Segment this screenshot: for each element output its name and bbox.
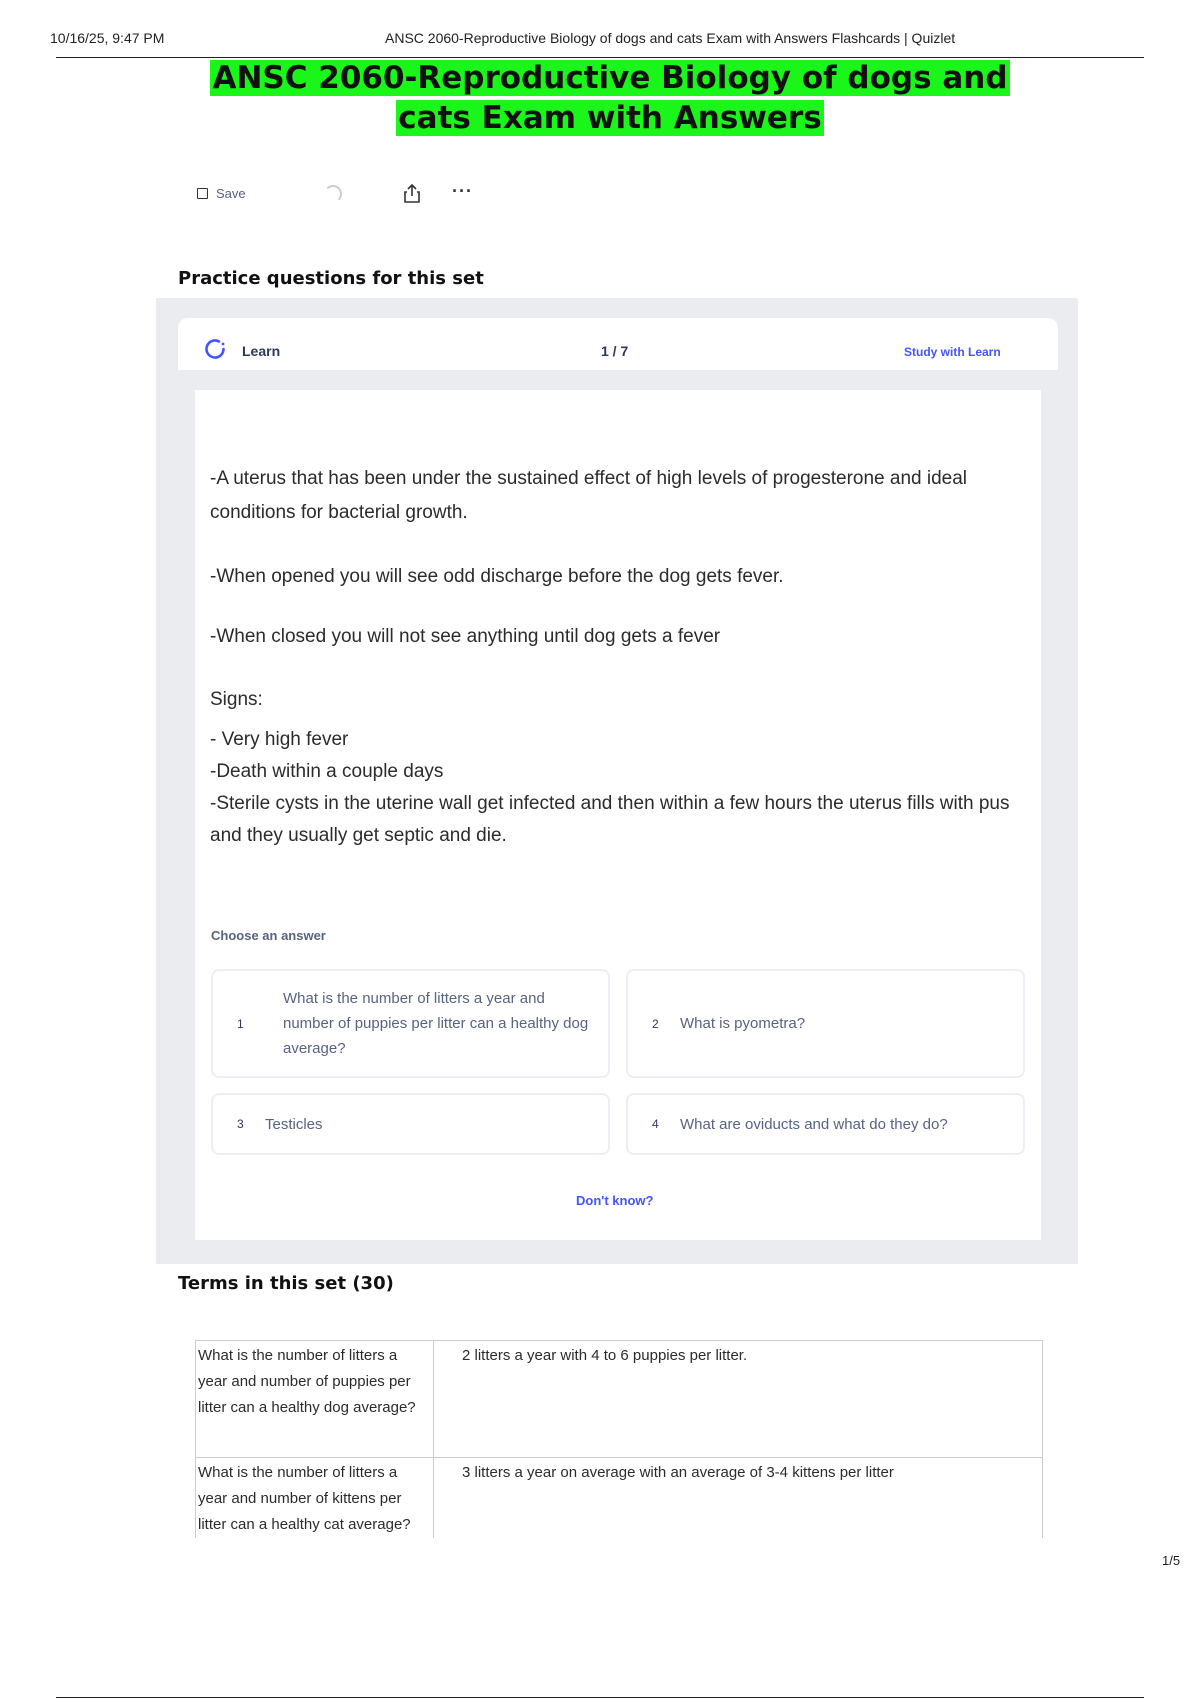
footer-divider bbox=[56, 1697, 1144, 1698]
option-text: What are oviducts and what do they do? bbox=[680, 1115, 948, 1133]
terms-heading: Terms in this set (30) bbox=[178, 1273, 394, 1294]
more-options-button[interactable]: ··· bbox=[452, 181, 473, 201]
loading-spinner-icon bbox=[324, 185, 342, 203]
terms-table bbox=[195, 1340, 1043, 1538]
option-number: 2 bbox=[652, 1016, 659, 1031]
sign-item: -Death within a couple days bbox=[210, 761, 444, 782]
print-date: 10/16/25, 9:47 PM bbox=[50, 30, 165, 46]
term-row bbox=[196, 1341, 1042, 1458]
save-button[interactable] bbox=[197, 186, 246, 201]
prompt-paragraph: -When opened you will see odd discharge before the dog gets fever. bbox=[210, 566, 784, 587]
learn-icon bbox=[204, 338, 226, 360]
set-title-text: ANSC 2060-Reproductive Biology of dogs and cats Exam with Answers bbox=[212, 60, 1008, 136]
checkbox-icon bbox=[197, 188, 208, 199]
print-page-title: ANSC 2060-Reproductive Biology of dogs and cats Exam with Answers Flashcards | Quizlet bbox=[385, 30, 956, 46]
option-text: What is the number of litters a year and number of puppies per litter can a healthy dog average? bbox=[283, 990, 589, 1057]
prompt-paragraph: -A uterus that has been under the sustained effect of high levels of progesterone and ideal conditions for bacterial growth. bbox=[210, 468, 968, 523]
answer-option-4[interactable] bbox=[626, 1093, 1025, 1155]
question-progress: 1 / 7 bbox=[601, 343, 629, 359]
dont-know-button[interactable]: Don't know? bbox=[576, 1193, 654, 1208]
share-icon bbox=[403, 184, 421, 204]
practice-heading: Practice questions for this set bbox=[178, 268, 484, 289]
answer-option-1[interactable] bbox=[211, 969, 610, 1078]
term-definition: 3 litters a year on average with an average of 3-4 kittens per litter bbox=[462, 1464, 894, 1481]
option-number: 1 bbox=[237, 1016, 244, 1031]
option-text: What is pyometra? bbox=[680, 1015, 806, 1032]
study-with-learn-link[interactable]: Study with Learn bbox=[904, 345, 1001, 359]
prompt-paragraph: -When closed you will not see anything until dog gets a fever bbox=[210, 626, 721, 647]
option-text: Testicles bbox=[265, 1115, 323, 1133]
learn-label: Learn bbox=[242, 343, 281, 359]
signs-label: Signs: bbox=[210, 689, 263, 710]
sign-item: - Very high fever bbox=[210, 729, 349, 750]
answer-option-3[interactable] bbox=[211, 1093, 610, 1155]
sign-item: -Sterile cysts in the uterine wall get infected and then within a few hours the uterus fills with pus and they usually get septic and die. bbox=[210, 793, 1010, 846]
share-button[interactable] bbox=[403, 184, 421, 204]
term-definition: 2 litters a year with 4 to 6 puppies per litter. bbox=[462, 1347, 748, 1364]
answer-option-2[interactable] bbox=[626, 969, 1025, 1078]
save-label: Save bbox=[216, 186, 246, 201]
page-number: 1/5 bbox=[1162, 1553, 1181, 1568]
option-number: 3 bbox=[237, 1117, 244, 1131]
question-prompt bbox=[210, 462, 1010, 852]
term-row bbox=[196, 1458, 1042, 1538]
term-word: What is the number of litters a year and number of kittens per litter can a healthy cat average? bbox=[196, 1458, 434, 1538]
term-word: What is the number of litters a year and number of puppies per litter can a healthy dog average? bbox=[196, 1341, 434, 1457]
option-number: 4 bbox=[652, 1117, 659, 1131]
choose-answer-label: Choose an answer bbox=[211, 928, 326, 943]
set-title bbox=[170, 58, 1050, 138]
